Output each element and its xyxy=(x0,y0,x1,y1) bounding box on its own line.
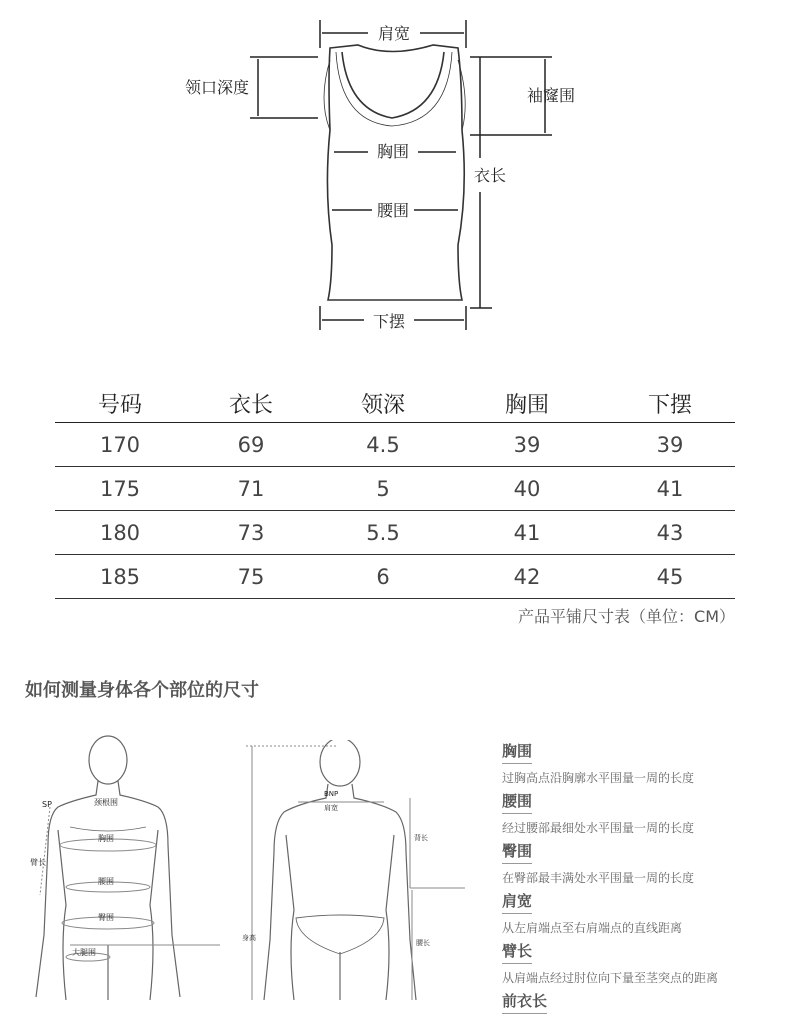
def-term: 肩宽 xyxy=(502,890,532,914)
table-cell: 69 xyxy=(237,432,265,457)
table-cell: 43 xyxy=(656,520,684,545)
back-label-height: 身高 xyxy=(242,934,256,942)
table-cell: 73 xyxy=(237,520,265,545)
label-neck-depth: 领口深度 xyxy=(184,78,250,97)
garment-outline xyxy=(327,45,464,300)
front-label-neck-root: 颈根围 xyxy=(94,798,118,807)
table-cell: 45 xyxy=(656,564,684,589)
header-size: 号码 xyxy=(97,392,142,418)
table-caption: 产品平铺尺寸表（单位：CM） xyxy=(518,607,735,626)
def-term: 臀围 xyxy=(502,840,532,864)
def-term: 胸围 xyxy=(502,740,532,764)
front-label-waist: 腰围 xyxy=(98,877,114,886)
table-header-row xyxy=(55,384,735,423)
table-cell: 175 xyxy=(99,476,141,501)
def-term: 前衣长 xyxy=(502,990,547,1014)
header-neck-depth: 领深 xyxy=(360,392,405,418)
def-desc: 从左肩端点至右肩端点的直线距离 xyxy=(502,921,683,935)
measurement-definitions xyxy=(502,740,782,1022)
label-armhole: 袖窿围 xyxy=(526,86,576,105)
def-desc: 从肩端点经过肘位向下量至茎突点的距离 xyxy=(502,971,719,985)
list-item xyxy=(502,840,782,887)
label-hem: 下摆 xyxy=(372,312,406,331)
front-label-chest: 胸围 xyxy=(98,834,114,843)
def-term: 臂长 xyxy=(502,940,532,964)
table-cell: 170 xyxy=(99,432,141,457)
table-cell: 71 xyxy=(237,476,265,501)
neckline-inner xyxy=(342,52,444,118)
front-label-sp: SP xyxy=(42,800,52,809)
back-label-bnp: BNP xyxy=(324,790,339,798)
table-cell: 40 xyxy=(513,476,541,501)
table-row xyxy=(55,467,735,511)
table-cell: 39 xyxy=(513,432,541,457)
def-term: 腰围 xyxy=(502,790,532,814)
table-cell: 6 xyxy=(376,564,390,589)
def-desc: 经过腰部最细处水平围量一周的长度 xyxy=(502,821,695,835)
label-chest: 胸围 xyxy=(376,142,410,161)
header-hem: 下摆 xyxy=(647,392,692,418)
label-length: 衣长 xyxy=(473,166,507,185)
table-cell: 185 xyxy=(99,564,141,589)
def-desc: 过胸高点沿胸廓水平围量一周的长度 xyxy=(502,771,695,785)
table-row xyxy=(55,511,735,555)
section-title: 如何测量身体各个部位的尺寸 xyxy=(25,680,259,701)
table-cell: 42 xyxy=(513,564,541,589)
table-cell: 180 xyxy=(99,520,141,545)
size-table xyxy=(55,384,735,599)
header-length: 衣长 xyxy=(228,392,273,418)
back-label-back: 背长 xyxy=(414,834,428,842)
table-cell: 75 xyxy=(237,564,265,589)
back-label-waist-height: 腰长 xyxy=(416,939,430,947)
list-item xyxy=(502,990,782,1019)
table-cell: 5.5 xyxy=(366,520,400,545)
front-label-thigh: 大腿围 xyxy=(72,948,96,957)
list-item xyxy=(502,890,782,937)
table-cell: 41 xyxy=(513,520,541,545)
list-item xyxy=(502,740,782,787)
table-cell: 5 xyxy=(376,476,390,501)
table-cell: 41 xyxy=(656,476,684,501)
front-label-hip: 臀围 xyxy=(98,913,114,922)
back-body-figure xyxy=(240,740,465,1000)
header-chest: 胸围 xyxy=(504,392,549,418)
list-item xyxy=(502,790,782,837)
neckline-outer xyxy=(336,52,452,126)
table-row xyxy=(55,555,735,599)
back-label-shoulder: 肩宽 xyxy=(324,804,338,812)
table-cell: 39 xyxy=(656,432,684,457)
table-row xyxy=(55,423,735,467)
label-waist: 腰围 xyxy=(376,201,410,220)
garment-diagram xyxy=(0,0,790,340)
table-cell: 4.5 xyxy=(366,432,400,457)
list-item xyxy=(502,940,782,987)
label-shoulder: 肩宽 xyxy=(377,24,411,43)
front-label-arm: 臂长 xyxy=(30,858,46,867)
front-body-figure xyxy=(30,735,220,1000)
def-desc: 在臀部最丰满处水平围量一周的长度 xyxy=(502,871,695,885)
